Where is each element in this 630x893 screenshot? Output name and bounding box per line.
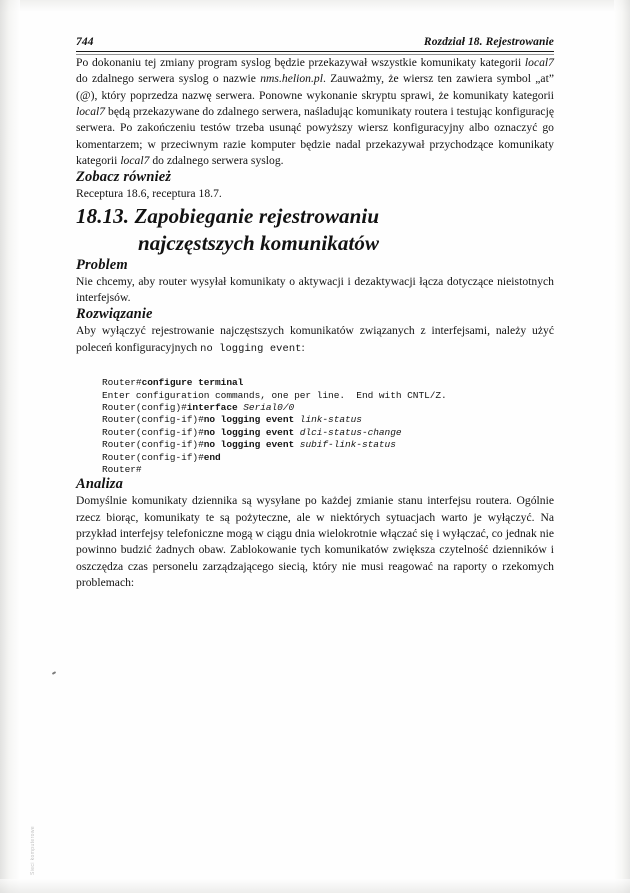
intro-paragraph <box>76 55 554 169</box>
code-argument: subif-link-status <box>299 439 396 451</box>
code-prompt: Router(config-if)# <box>102 426 204 438</box>
code-command: end <box>203 451 221 463</box>
code-argument: dlci-status-change <box>299 426 402 438</box>
scan-edge-bottom <box>0 879 630 893</box>
solution-seg-2: : <box>301 340 305 354</box>
code-prompt: Router(config-if)# <box>102 439 204 451</box>
scan-edge-right <box>614 0 630 893</box>
page-content <box>76 36 554 591</box>
code-prompt: Router(config-if)# <box>102 451 204 463</box>
solution-seg-1: Aby wyłączyć rejestrowanie najczęstszych komunikatów związanych z interfejsami, należy użyć poleceń konfiguracyjnych <box>76 324 554 354</box>
code-line <box>102 439 396 450</box>
intro-seg-5: do zdalnego serwera syslog. <box>149 154 284 168</box>
intro-em-local7-a: local7 <box>524 56 554 69</box>
heading-analysis: Analiza <box>76 476 123 493</box>
intro-em-local7-b: local7 <box>76 105 106 119</box>
code-argument: link-status <box>299 414 362 426</box>
header-rule <box>76 51 554 52</box>
recipe-title <box>76 203 554 257</box>
intro-seg-4: będą przekazywane do zdalnego serwera, naśladując komunikaty routera i testując konfigurację serwera. Po zakończeniu testów trzeba usunąć powyższy wiersz konfiguracyjny albo oznaczyć go komentarzem; w przeciwnym razie komputer będzie nadal przekazywał przychodzące komunikaty kategorii <box>76 105 554 168</box>
scan-edge-top <box>0 0 630 12</box>
scan-edge-left <box>0 0 20 893</box>
heading-see-also: Zobacz również <box>76 169 172 186</box>
code-line <box>102 402 294 413</box>
code-line <box>102 427 402 438</box>
analysis-text: Domyślnie komunikaty dziennika są wysyłane po każdej zmianie stanu interfejsu routera. Ogólnie rzecz biorąc, komunikaty te są pożyteczne, ale w niektórych sytuacjach warto je wyłączyć. Na przykład interfejsy telefoniczne mogą w ciągu dnia wielokrotnie włączać się i wyłączać, co jednak nie powinno budzić żadnych obaw. Zablokowanie tych komunikatów zwiększa czytelność dzienników i oszczędza czas personelu zarządzającego siecią, który nie musi reagować na raporty o rzekomych problemach: <box>76 494 554 590</box>
header-rule-secondary <box>76 54 554 55</box>
spine-margin-artifact: Sieci komputerowe <box>30 825 36 875</box>
intro-seg-1: Po dokonaniu tej zmiany program syslog będzie przekazywał wszystkie komunikaty kategorii <box>76 56 525 69</box>
terminal-code-block <box>76 377 554 476</box>
page-number: 744 <box>76 36 94 48</box>
recipe-title-line-1: 18.13. Zapobieganie rejestrowaniu <box>76 203 380 228</box>
chapter-title: Rozdział 18. Rejestrowanie <box>423 36 554 48</box>
see-also-text: Receptura 18.6, receptura 18.7. <box>76 187 222 201</box>
intro-em-hostname: nms.helion.pl <box>260 72 323 86</box>
intro-em-local7-c: local7 <box>120 154 150 168</box>
code-command: configure terminal <box>141 377 244 389</box>
heading-problem: Problem <box>76 256 128 273</box>
code-line <box>102 414 362 425</box>
code-prompt: Enter configuration commands, one per line. End with CNTL/Z. <box>102 389 447 401</box>
ink-speck <box>52 671 56 675</box>
code-prompt: Router(config-if)# <box>102 414 204 426</box>
code-prompt: Router# <box>102 377 142 389</box>
intro-seg-3: . Zauważmy, że wiersz ten zawiera symbol „at” (@), który poprzedza nazwę serwera. Ponowne wykonanie skryptu sprawi, że komunikaty kategorii <box>76 72 554 102</box>
problem-text: Nie chcemy, aby router wysyłał komunikaty o aktywacji i dezaktywacji łącza dotyczące nieistotnych interfejsów. <box>76 274 554 305</box>
code-prompt: Router(config)# <box>102 401 187 413</box>
code-argument: Serial0/0 <box>243 401 295 413</box>
heading-solution: Rozwiązanie <box>76 306 153 323</box>
code-command: no logging event <box>203 414 300 426</box>
solution-text <box>76 323 554 357</box>
intro-seg-2: do zdalnego serwera syslog o nazwie <box>76 72 261 86</box>
running-header <box>76 36 554 51</box>
recipe-title-line-2: najczęstszych komunikatów <box>138 230 380 255</box>
code-line <box>102 377 243 388</box>
code-line <box>102 452 221 463</box>
code-command: no logging event <box>203 426 300 438</box>
code-prompt: Router# <box>102 463 142 475</box>
code-line <box>102 390 447 401</box>
code-command: no logging event <box>203 439 300 451</box>
code-command: interface <box>186 401 244 413</box>
solution-inline-command: no logging event <box>200 342 302 355</box>
code-line <box>102 464 142 475</box>
